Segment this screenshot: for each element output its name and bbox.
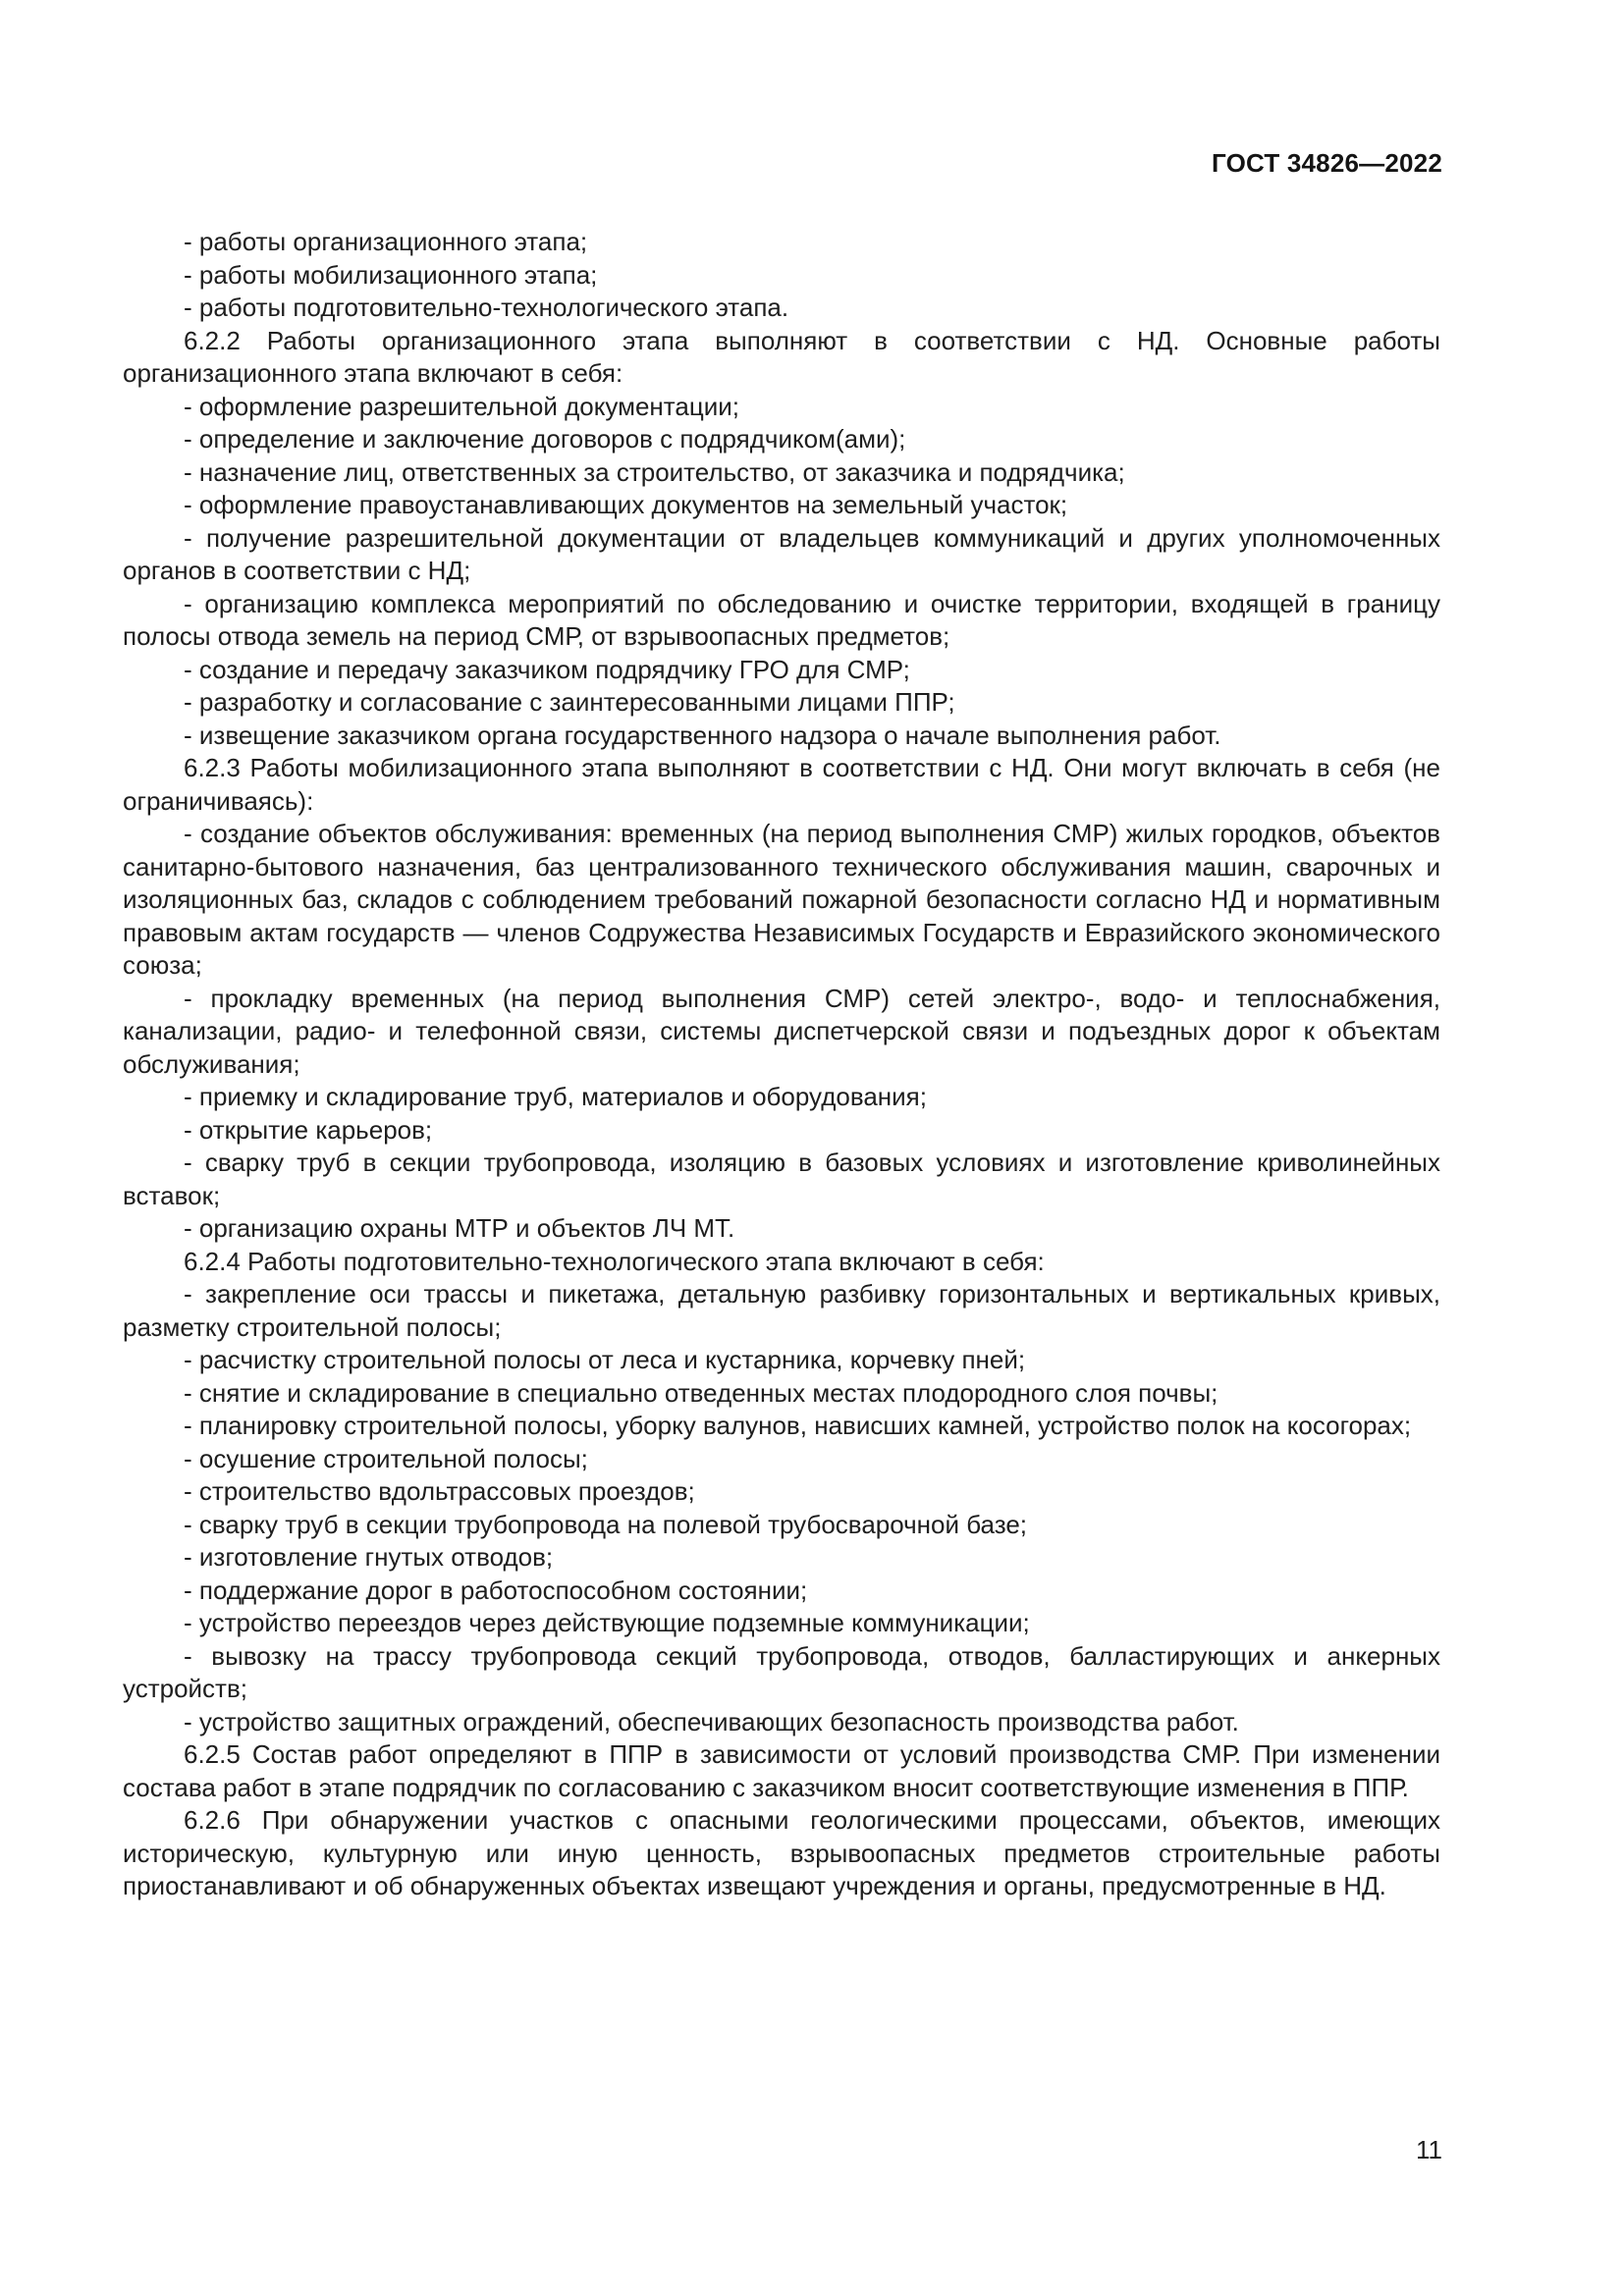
list-item: - открытие карьеров; bbox=[184, 1114, 433, 1145]
list-item: - получение разрешительной документации от владельцев коммуникаций и других уполномоченных органов в соответствии с НД; bbox=[123, 522, 1440, 585]
list-item: - определение и заключение договоров с подрядчиком(ами); bbox=[184, 424, 906, 454]
list-item: - прокладку временных (на период выполнения СМР) сетей электро-, водо- и теплоснабжения, канализации, радио- и телефонной связи, системы диспетчерской связи и подъездных дорог к объектам обслуживания; bbox=[123, 983, 1440, 1079]
list-item: - сварку труб в секции трубопровода на полевой трубосварочной базе; bbox=[184, 1509, 1028, 1539]
list-item: - планировку строительной полосы, уборку валунов, нависших камней, устройство полок на косогорах; bbox=[184, 1411, 1412, 1440]
list-item: - сварку труб в секции трубопровода, изоляцию в базовых условиях и изготовление криволинейных вставок; bbox=[123, 1148, 1440, 1210]
document-body bbox=[123, 226, 1440, 1903]
list-item: - извещение заказчиком органа государственного надзора о начале выполнения работ. bbox=[184, 720, 1221, 750]
list-item: - работы мобилизационного этапа; bbox=[184, 259, 598, 290]
list-item: - работы подготовительно-технологического этапа. bbox=[184, 293, 789, 322]
list-item: - закрепление оси трассы и пикетажа, детальную разбивку горизонтальных и вертикальных кривых, разметку строительной полосы; bbox=[123, 1279, 1440, 1342]
list-item: - поддержание дорог в работоспособном состоянии; bbox=[184, 1575, 808, 1605]
list-item: - организацию комплекса мероприятий по обследованию и очистке территории, входящей в границу полосы отвода земель на период СМР, от взрывоопасных предметов; bbox=[123, 588, 1440, 651]
list-item: - строительство вдольтрассовых проездов; bbox=[184, 1476, 695, 1506]
list-item: - приемку и складирование труб, материалов и оборудования; bbox=[184, 1082, 927, 1111]
list-item: - назначение лиц, ответственных за строительство, от заказчика и подрядчика; bbox=[184, 456, 1125, 487]
page-number: 11 bbox=[1416, 2135, 1442, 2164]
clause-6-2-5: 6.2.5 Состав работ определяют в ППР в зависимости от условий производства СМР. При изменении состава работ в этапе подрядчик по согласованию с заказчиком вносит соответствующие изменения в ППР. bbox=[123, 1739, 1440, 1802]
list-item: - разработку и согласование с заинтересованными лицами ППР; bbox=[184, 687, 955, 717]
list-item: - организацию охраны МТР и объектов ЛЧ МТ. bbox=[184, 1213, 735, 1243]
clause-6-2-3: 6.2.3 Работы мобилизационного этапа выполняют в соответствии с НД. Они могут включать в себя (не ограничиваясь): bbox=[123, 753, 1440, 816]
list-item: - оформление правоустанавливающих документов на земельный участок; bbox=[184, 490, 1068, 519]
list-item: - работы организационного этапа; bbox=[184, 227, 588, 256]
list-item: - создание объектов обслуживания: временных (на период выполнения СМР) жилых городков, объектов санитарно-бытового назначения, баз централизованного технического обслуживания машин, сварочных и изоляционных баз, складов с соблюдением требований пожарной безопасности согласно НД и нормативным правовым актам государств — членов Содружества Независимых Государств и Евразийского экономического союза; bbox=[123, 819, 1440, 980]
list-item: - расчистку строительной полосы от леса и кустарника, корчевку пней; bbox=[184, 1345, 1026, 1374]
list-item: - устройство защитных ограждений, обеспечивающих безопасность производства работ. bbox=[184, 1706, 1239, 1736]
document-header-code: ГОСТ 34826—2022 bbox=[1212, 148, 1442, 178]
list-item: - снятие и складирование в специально отведенных местах плодородного слоя почвы; bbox=[184, 1377, 1218, 1408]
clause-6-2-6: 6.2.6 При обнаружении участков с опасными геологическими процессами, объектов, имеющих историческую, культурную или иную ценность, взрывоопасных предметов строительные работы приостанавливают и об обнаруженных объектах извещают учреждения и органы, предусмотренные в НД. bbox=[123, 1805, 1440, 1900]
list-item: - создание и передачу заказчиком подрядчику ГРО для СМР; bbox=[184, 654, 910, 684]
list-item: - изготовление гнутых отводов; bbox=[184, 1542, 554, 1572]
list-item: - оформление разрешительной документации; bbox=[184, 391, 740, 421]
list-item: - вывозку на трассу трубопровода секций трубопровода, отводов, балластирующих и анкерных устройств; bbox=[123, 1640, 1440, 1703]
list-item: - устройство переездов через действующие подземные коммуникации; bbox=[184, 1608, 1030, 1637]
clause-6-2-2: 6.2.2 Работы организационного этапа выполняют в соответствии с НД. Основные работы организационного этапа включают в себя: bbox=[123, 325, 1440, 388]
list-item: - осушение строительной полосы; bbox=[184, 1443, 588, 1473]
clause-6-2-4: 6.2.4 Работы подготовительно-технологического этапа включают в себя: bbox=[184, 1246, 1045, 1276]
